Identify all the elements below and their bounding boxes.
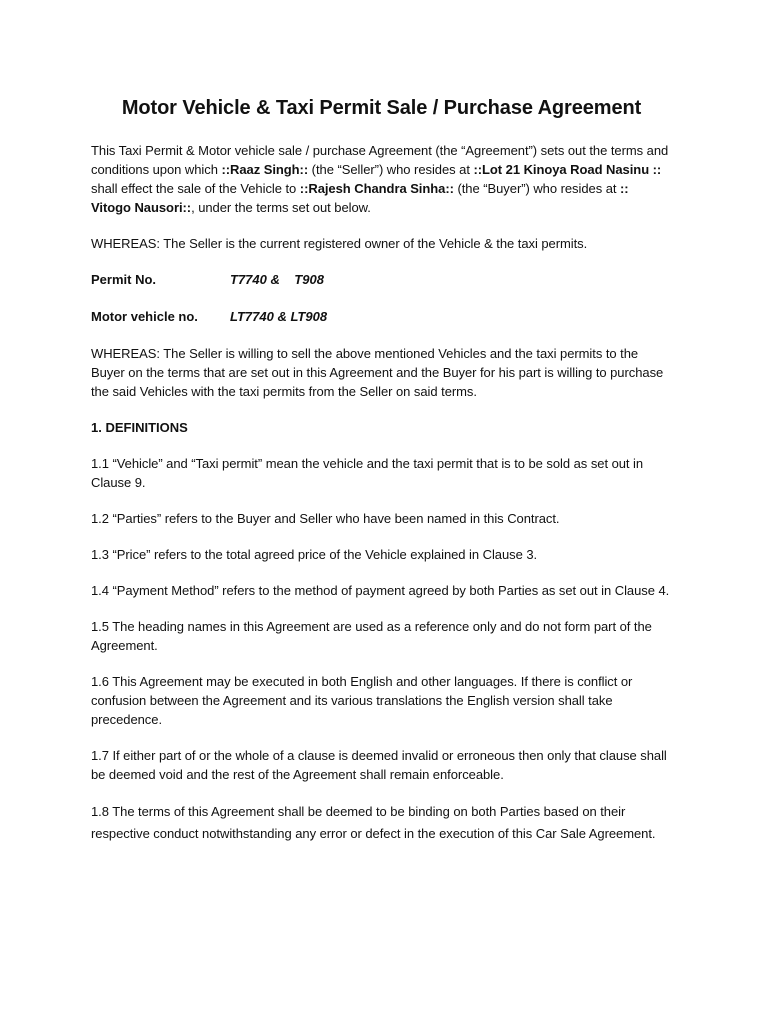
document-title: Motor Vehicle & Taxi Permit Sale / Purchase Agreement: [121, 97, 642, 119]
clause-1-6: 1.6 This Agreement may be executed in both English and other languages. If there is conflict or confusion between the Agreement and its various translations the English version shall take precedence.: [91, 674, 633, 727]
buyer-name: ::Rajesh Chandra Sinha::: [299, 181, 454, 196]
permit-row: [91, 270, 672, 289]
permit-label: Permit No.: [91, 272, 157, 287]
intro-text-2: (the “Seller”) who resides at: [308, 162, 474, 177]
clause-1-2: 1.2 “Parties” refers to the Buyer and Seller who have been named in this Contract.: [91, 511, 560, 526]
seller-name: ::Raaz Singh::: [221, 162, 309, 177]
intro-text-5: , under the terms set out below.: [191, 200, 371, 215]
whereas-clause-2: WHEREAS: The Seller is willing to sell the above mentioned Vehicles and the taxi permits to the Buyer on the terms that are set out in this Agreement and the Buyer for his part is willing to purchase the said Vehicles with the taxi permits from the Seller on said terms.: [91, 346, 664, 399]
intro-text-4: (the “Buyer”) who resides at: [453, 181, 621, 196]
definitions-heading: 1. DEFINITIONS: [91, 420, 188, 435]
clause-1-8: 1.8 The terms of this Agreement shall be deemed to be binding on both Parties based on their respective conduct notwithstanding any error or defect in the execution of this Car Sale Agreement.: [91, 804, 656, 841]
clause-1-5: 1.5 The heading names in this Agreement are used as a reference only and do not form part of the Agreement.: [91, 619, 652, 653]
intro-text-1: This Taxi Permit & Motor vehicle sale / purchase Agreement (the “Agreement”) sets out the terms and conditions upon which: [91, 143, 669, 177]
clause-1-1: 1.1 “Vehicle” and “Taxi permit” mean the vehicle and the taxi permit that is to be sold as set out in Clause 9.: [91, 456, 644, 490]
seller-address: ::Lot 21 Kinoya Road Nasinu ::: [473, 162, 662, 177]
intro-paragraph: [91, 141, 672, 217]
whereas-clause-1: WHEREAS: The Seller is the current registered owner of the Vehicle & the taxi permits.: [91, 236, 588, 251]
buyer-address: :: Vitogo Nausori::: [91, 181, 629, 215]
permit-value: T7740 & T908: [230, 272, 324, 287]
vehicle-label: Motor vehicle no.: [91, 309, 198, 324]
vehicle-row: [91, 307, 672, 326]
clause-1-3: 1.3 “Price” refers to the total agreed price of the Vehicle explained in Clause 3.: [91, 547, 538, 562]
vehicle-value: LT7740 & LT908: [230, 309, 328, 324]
clause-1-7: 1.7 If either part of or the whole of a clause is deemed invalid or erroneous then only that clause shall be deemed void and the rest of the Agreement shall remain enforceable.: [91, 748, 667, 782]
intro-text-3: shall effect the sale of the Vehicle to: [91, 181, 300, 196]
clause-1-4: 1.4 “Payment Method” refers to the method of payment agreed by both Parties as set out in Clause 4.: [91, 583, 670, 598]
